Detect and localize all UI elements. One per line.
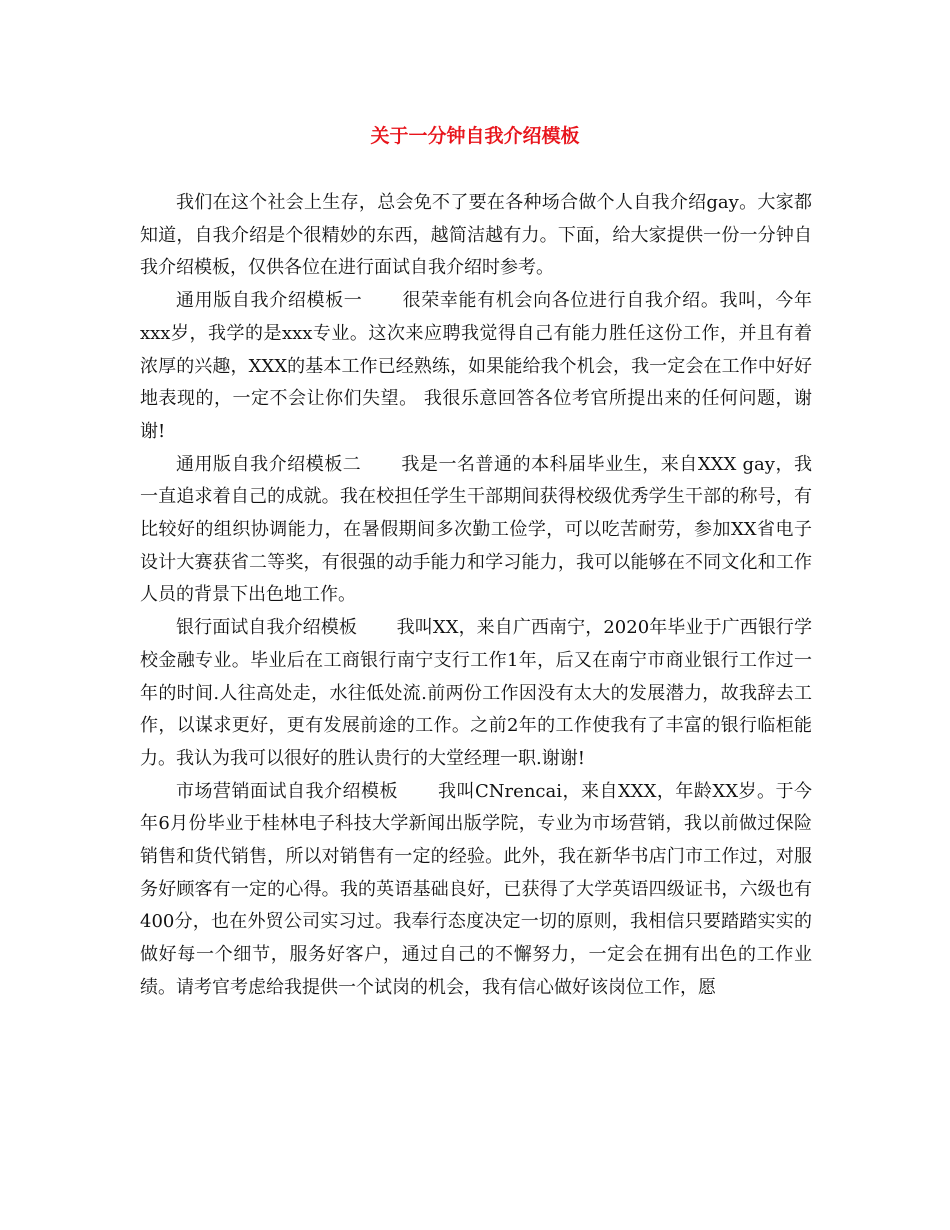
paragraph-marketing-template <box>140 776 812 1005</box>
paragraph-heading: 银行面试自我介绍模板 <box>176 617 357 639</box>
paragraph-template-one <box>140 285 812 449</box>
paragraph-heading: 通用版自我介绍模板二 <box>176 453 362 475</box>
paragraph-heading: 市场营销面试自我介绍模板 <box>176 780 398 802</box>
paragraph-text: 我叫XX，来自广西南宁，2020年毕业于广西银行学校金融专业。毕业后在工商银行南宁支行工作1年，后又在南宁市商业银行工作过一年的时间.人往高处走，水往低处流.前两份工作因没有太大的发展潜力，故我辞去工作，以谋求更好，更有发展前途的工作。之前2年的工作使我有了丰富的银行临柜能力。我认为我可以很好的胜认贵行的大堂经理一职.谢谢! <box>140 617 813 769</box>
paragraph-text: 我是一名普通的本科届毕业生，来自XXX gay，我一直追求着自己的成就。我在校担任学生干部期间获得校级优秀学生干部的称号，有比较好的组织协调能力，在暑假期间多次勤工俭学，可以吃苦耐劳，参加XX省电子设计大赛获省二等奖，有很强的动手能力和学习能力，我可以能够在不同文化和工作人员的背景下出色地工作。 <box>140 453 813 606</box>
paragraph-intro <box>140 187 812 285</box>
paragraph-text: 我们在这个社会上生存，总会免不了要在各种场合做个人自我介绍gay。大家都知道，自我介绍是个很精妙的东西，越简洁越有力。下面，给大家提供一份一分钟自我介绍模板，仅供各位在进行面试自我介绍时参考。 <box>140 192 812 279</box>
paragraph-text: 很荣幸能有机会向各位进行自我介绍。我叫，今年xxx岁，我学的是xxx专业。这次来应聘我觉得自己有能力胜任这份工作，并且有着浓厚的兴趣，XXX的基本工作已经熟练，如果能给我个机会，我一定会在工作中好好地表现的，一定不会让你们失望。 我很乐意回答各位考官所提出来的任何问题，谢谢! <box>140 290 813 442</box>
paragraph-heading: 通用版自我介绍模板一 <box>176 290 363 312</box>
document-body <box>140 187 812 1005</box>
paragraph-bank-template <box>140 612 812 776</box>
paragraph-text: 我叫CNrencai，来自XXX，年龄XX岁。于今年6月份毕业于桂林电子科技大学新闻出版学院，专业为市场营销，我以前做过保险销售和货代销售，所以对销售有一定的经验。此外，我在新华书店门市工作过，对服务好顾客有一定的心得。我的英语基础良好，已获得了大学英语四级证书，六级也有400分，也在外贸公司实习过。我奉行态度决定一切的原则，我相信只要踏踏实实的做好每一个细节，服务好客户，通过自己的不懈努力，一定会在拥有出色的工作业绩。请考官考虑给我提供一个试岗的机会，我有信心做好该岗位工作，愿 <box>140 780 812 998</box>
paragraph-template-two <box>140 449 812 613</box>
document-title: 关于一分钟自我介绍模板 <box>370 125 580 147</box>
